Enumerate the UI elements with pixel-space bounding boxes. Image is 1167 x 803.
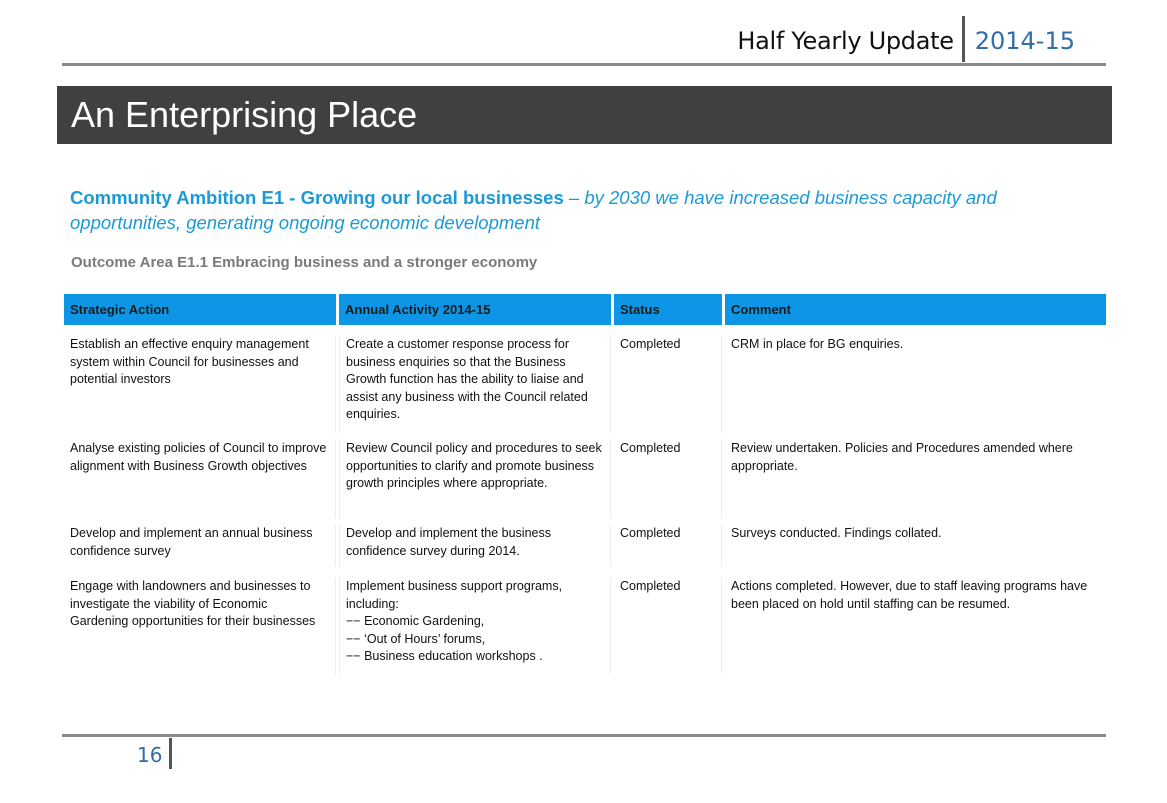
- cell-strategic-action: Establish an effective enquiry management system within Council for businesses and potential investors: [64, 336, 336, 433]
- cell-comment: Surveys conducted. Findings collated.: [731, 526, 942, 540]
- footer-rule: [62, 734, 1106, 737]
- table-row: [64, 525, 1105, 566]
- document-title: Half Yearly Update: [737, 27, 954, 55]
- cell-comment: Review undertaken. Policies and Procedures amended where appropriate.: [731, 441, 1073, 473]
- table-header: [64, 294, 1105, 325]
- section-banner: [57, 86, 1112, 144]
- cell-annual-activity: Create a customer response process for business enquiries so that the Business Growth function has the ability to liaise and assist any business with the Council related enquiries.: [339, 336, 611, 433]
- cell-annual-activity: Review Council policy and procedures to seek opportunities to clarify and promote business growth principles where appropriate.: [339, 440, 611, 518]
- header-rule: [62, 63, 1106, 66]
- cell-comment: Actions completed. However, due to staff leaving programs have been placed on hold until staffing can be resumed.: [731, 579, 1088, 611]
- list-item: −− Business education workshops .: [346, 648, 604, 666]
- document-header: [737, 16, 1075, 62]
- section-title: An Enterprising Place: [71, 94, 418, 135]
- ambition-title: Community Ambition E1 - Growing our local businesses: [70, 187, 564, 208]
- list-item: −− ‘Out of Hours’ forums,: [346, 631, 604, 649]
- list-item: −− Economic Gardening,: [346, 613, 604, 631]
- table-row: [64, 440, 1105, 518]
- actions-table: [64, 294, 1105, 674]
- cell-status: Completed: [614, 525, 722, 566]
- cell-annual-activity: Develop and implement the business confidence survey during 2014.: [339, 525, 611, 566]
- document-year: 2014-15: [974, 27, 1075, 55]
- cell-strategic-action: Analyse existing policies of Council to improve alignment with Business Growth objectives: [64, 440, 336, 518]
- page-number: 16: [137, 743, 163, 767]
- header-comment: Comment: [725, 294, 1106, 325]
- outcome-area: Outcome Area E1.1 Embracing business and a stronger economy: [71, 254, 538, 271]
- cell-strategic-action: Develop and implement an annual business confidence survey: [64, 525, 336, 566]
- header-status: Status: [614, 294, 722, 325]
- cell-status: Completed: [614, 440, 722, 518]
- activity-list: [346, 613, 604, 666]
- table-row: [64, 336, 1105, 433]
- table-row: [64, 578, 1105, 674]
- cell-annual-activity: [339, 578, 611, 674]
- page-number-divider: [169, 738, 172, 769]
- ambition-dash: –: [563, 187, 585, 208]
- community-ambition: [70, 185, 1060, 235]
- ambition-description: by 2030 we have increased business capacity and opportunities, generating ongoing economic development: [70, 187, 997, 233]
- header-strategic-action: Strategic Action: [64, 294, 336, 325]
- cell-comment: CRM in place for BG enquiries.: [731, 337, 904, 351]
- cell-status: Completed: [614, 336, 722, 433]
- cell-status: Completed: [614, 578, 722, 674]
- header-annual-activity: Annual Activity 2014-15: [339, 294, 611, 325]
- cell-strategic-action: Engage with landowners and businesses to investigate the viability of Economic Gardening opportunities for their businesses: [64, 578, 336, 674]
- activity-intro: Implement business support programs, including:: [346, 579, 563, 611]
